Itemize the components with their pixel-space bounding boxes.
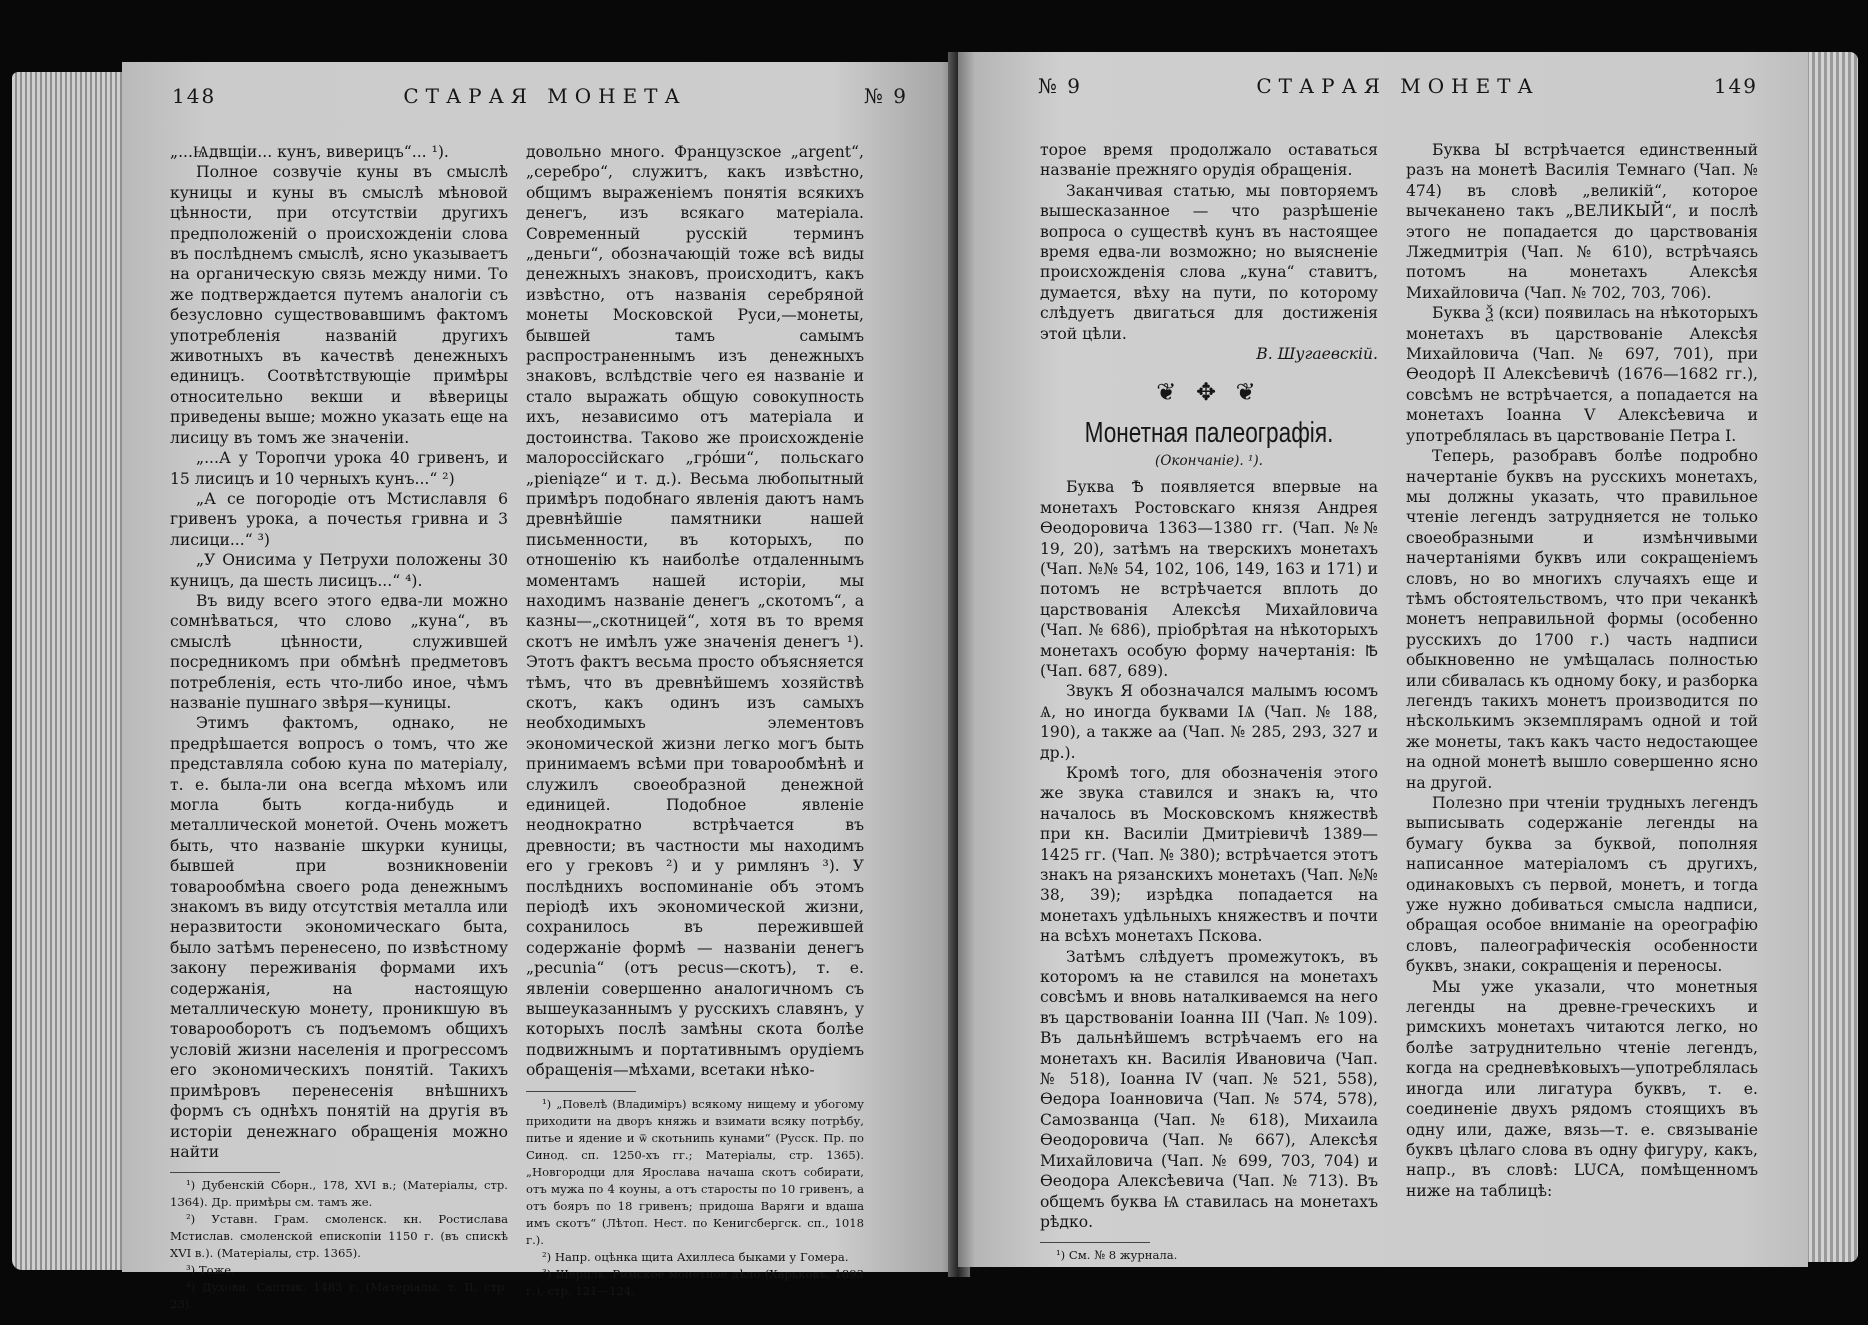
left-running-title: СТАРАЯ МОНЕТА xyxy=(403,84,687,108)
article-subtitle: (Окончаніе). ¹). xyxy=(1155,452,1263,469)
footnote: ³) Тоже. xyxy=(186,1263,235,1278)
paragraph: довольно много. Французское „argent“, „серебро“, служитъ, какъ извѣстно, общимъ выраженіемъ понятія всякихъ денегъ, изъ всякаго матеріала. Современный русскій терминъ „деньги“, обозначающій тоже всѣ виды денежныхъ знаковъ, происходитъ, какъ извѣстно, отъ названія серебряной монеты Московской Руси,—монеты, бывшей тамъ самымъ распространеннымъ изъ денежныхъ знаковъ, вслѣдствіе чего ея названіе и стало выражать общую совокупность ихъ, независимо отъ матеріала и достоинства. Таково же происхожденіе малороссійскаго „гро́ши“, польскаго „pieniąze“ и т. д.). Весьма любопытный примѣръ подобнаго явленія даютъ намъ древнѣйшіе памятники нашей письменности, въ которыхъ, по отношенію къ наиболѣе отдаленнымъ моментамъ нашей исторіи, мы находимъ названіе денегъ „скотомъ“, а казны—„скотницей“, хотя въ то время скотъ не имѣлъ уже значенія денегъ ¹). Этотъ фактъ весьма просто объясняется тѣмъ, что въ древнѣйшемъ хозяйствѣ скотъ, какъ одинъ изъ самыхъ необходимыхъ элементовъ экономической жизни легко могъ быть принимаемъ всѣми при товарообмѣнѣ и служилъ своеобразной денежной единицей. Подобное явленіе неоднократно встрѣчается въ древности; въ частности мы находимъ его у грековъ ²) и у римлянъ ³). У послѣднихъ воспоминаніе объ этомъ періодѣ ихъ экономической жизни, сохранилось въ пережившей содержаніе формѣ — названіи денегъ „pecunia“ (отъ pecus—скотъ), т. е. явленіи совершенно аналогичномъ съ вышеуказаннымъ у русскихъ славянъ, у которыхъ послѣ замѣны скота болѣе подвижнымъ и портативнымъ орудіемъ обращенія—мѣхами, всетаки нѣко- xyxy=(526,143,864,1080)
author-signature: В. Шугаевскій. xyxy=(1256,345,1378,364)
footnote-rule xyxy=(526,1091,636,1092)
paragraph: Звукъ Я обозначался малымъ юсомъ Ѧ, но иногда буквами ІѦ (Чап. № 188, 190), а также аа (Чап. № 285, 293, 327 и др.). xyxy=(1040,682,1378,762)
footnote: ³) Шерцль. Римское монетное дѣло (Харьковъ, 1893 г.), стр. 121—124. xyxy=(526,1266,864,1298)
paragraph: Кромѣ того, для обозначенія этого же звука ставился и знакъ ꙗ, что началось въ Московскомъ княжествѣ при кн. Василіи Дмитріевичѣ 1389—1425 гг. (Чап. № 380); встрѣчается этотъ знакъ на рязанскихъ монетахъ (Чап. №№ 38, 39); изрѣдка попадается на монетахъ удѣльныхъ княжествъ и почти на всѣхъ монетахъ Пскова. xyxy=(1040,763,1379,946)
paragraph: „А се погородіе отъ Мстиславля 6 гривенъ урока, а почестья гривна и 3 лисици...“ ³) xyxy=(170,489,508,549)
left-page xyxy=(122,62,958,1312)
right-running-title: СТАРАЯ МОНЕТА xyxy=(1256,74,1540,98)
paragraph: Теперь, разобравъ болѣе подробно начертаніе буквъ на русскихъ монетахъ, мы должны указать, что правильное чтеніе легендъ затрудняется не только своеобразными и измѣнчивыми начертаніями буквъ или сокращеніемъ словъ, но во многихъ случаяхъ еще и тѣмъ обстоятельствомъ, что при чеканкѣ монетъ неправильной формы (особенно русскихъ до 1700 г.) часть надписи обыкновенно не умѣщалась полностью или сбивалась къ одному боку, и разборка легендъ такихъ монетъ производится по нѣсколькимъ экземплярамъ одной и той же монеты, такъ какъ часто недостающее на одной монетѣ вышло совершенно ясно на другой. xyxy=(1406,447,1758,792)
article-title: Монетная палеографія. xyxy=(1084,416,1334,449)
ornament-icon: ❦ ✥ ❦ xyxy=(1156,378,1262,407)
footnote: ⁴) Духовн. Салтык. 1483 г. (Матеріалы, т. II, стр. 23). xyxy=(170,1280,508,1312)
left-footnotes-1 xyxy=(170,1177,508,1313)
right-issue-number: № 9 xyxy=(1038,74,1083,98)
right-column-1 xyxy=(1040,140,1378,1264)
footnote: ²) Уставн. Грам. смоленск. кн. Ростислава Мстислав. смоленской епископіи 1150 г. (въ спискѣ XVI в.). (Матеріалы, стр. 1365). xyxy=(170,1212,508,1261)
right-page-header xyxy=(1038,74,1758,110)
right-page-number: 149 xyxy=(1713,74,1758,98)
left-column-1 xyxy=(170,142,508,1313)
paragraph: Полезно при чтеніи трудныхъ легендъ выписывать содержаніе легенды на бумагу буква за буквой, пополняя написанное матеріаломъ съ другихъ, одинаковыхъ съ первой, монетъ, и тогда уже нужно добиваться смысла надписи, обращая особое вниманіе на ореографію словъ, палеографическія особенности буквъ, знаки, сокращенія и переносы. xyxy=(1406,794,1758,976)
footnote-rule xyxy=(170,1172,280,1173)
paragraph: Буква Ѯ (кси) появилась на нѣкоторыхъ монетахъ въ царствованіе Алексѣя Михайловича (Чап. № 697, 701), при Ѳеодорѣ II Алексѣевичѣ (1676—1682 гг.), совсѣмъ не встрѣчается, а попадается на монетахъ Іоанна V Алексѣевича и употреблялась въ царствованіе Петра I. xyxy=(1406,304,1758,445)
paragraph: Буква Ы встрѣчается единственный разъ на монетѣ Василія Темнаго (Чап. № 474) въ словѣ „великій“, которое вычеканено такъ „ВЕЛИКЫЙ“, и послѣ этого не попадается до царствованія Лжедмитрія (Чап. № 610), встрѣчаясь потомъ на монетахъ Алексѣя Михайловича (Чап. № 702, 703, 706). xyxy=(1406,141,1758,302)
paragraph: „...Ѩдвщіи... кунъ, виверицъ“... ¹). xyxy=(170,143,449,161)
left-page-header xyxy=(172,84,918,120)
left-issue-number: № 9 xyxy=(863,84,908,108)
paragraph: Затѣмъ слѣдуетъ промежутокъ, въ которомъ ꙗ не ставился на монетахъ совсѣмъ и вновь наталкиваемся на него въ царствованіи Іоанна III (Чап. № 109). Въ дальнѣйшемъ встрѣчаемъ его на монетахъ кн. Василія Ивановича (Чап. № 518), Іоанна IV (чап. № 521, 558), Ѳедора Іоанновича (Чап. № 574, 578), Самозванца (Чап. № 618), Михаила Ѳеодоровича (Чап. № 667), Алексѣя Михайловича (Чап. № 699, 703, 704) и Ѳеодора Алексѣевича (Чап. № 713). Въ общемъ буква Ѩ ставилась на монетахъ рѣдко. xyxy=(1040,947,1378,1231)
paragraph: Буква Ѣ появляется впервые на монетахъ Ростовскаго князя Андрея Ѳеодоровича 1363—1380 гг. (Чап. №№ 19, 20), затѣмъ на тверскихъ монетахъ (Чап. №№ 54, 102, 106, 149, 163 и 171) и потомъ не встрѣчается вплоть до царствованія Алексѣя Михайловича (Чап. № 686), пріобрѣтая на нѣкоторыхъ монетахъ особую форму начертанія: Ꙓ (Чап. 687, 689). xyxy=(1040,478,1378,680)
paragraph: Полное созвучіе куны въ смыслѣ куницы и куны въ смыслѣ мѣновой цѣнности, при отсутствіи другихъ предположеній о происхожденіи слова въ послѣднемъ смыслѣ, ясно указываетъ на органическую связь между ними. То же подтверждается путемъ аналогіи съ безусловно существовавшимъ фактомъ употребленія названій другихъ животныхъ въ качествѣ денежныхъ единицъ. Соотвѣтствующіе примѣры относительно векши и вѣверицы приведены выше; можно указать еще на лисицу въ томъ же значеніи. xyxy=(170,163,508,447)
page-stack-right xyxy=(1800,52,1858,1262)
paragraph: „У Онисима у Петрухи положены 30 куницъ, да шесть лисицъ...“ ⁴). xyxy=(170,551,508,590)
left-footnotes-2 xyxy=(526,1096,864,1300)
paragraph: „...А у Торопчи урока 40 гривенъ, и 15 лисицъ и 10 черныхъ кунъ...“ ²) xyxy=(170,449,508,488)
paragraph: Заканчивая статью, мы повторяемъ вышесказанное — что разрѣшеніе вопроса о существѣ кунъ въ настоящее время едва-ли возможно; но выясненіе происхожденія слова „куна“ ставитъ, думается, вѣху на пути, по которому слѣдуетъ двигаться для достиженія этой цѣли. xyxy=(1040,181,1378,343)
left-column-2 xyxy=(526,142,864,1300)
right-footnote xyxy=(1040,1247,1378,1264)
paragraph: Въ виду всего этого едва-ли можно сомнѣваться, что слово „куна“, въ смыслѣ цѣнности, служившей посредникомъ при обмѣнѣ предметовъ потребленія, есть что-либо иное, чѣмъ названіе пушнаго звѣря—куницы. xyxy=(170,591,508,712)
right-column-2 xyxy=(1406,140,1758,1201)
page-stack-left xyxy=(12,72,124,1270)
footnote: ¹) Дубенскій Сборн., 178, XVI в.; (Матеріалы, стр. 1364). Др. примѣры см. тамъ же. xyxy=(170,1178,508,1210)
footnote: ¹) „Повелѣ (Владиміръ) всякому нищему и убогому приходити на дворъ княжь и взимати всяку потрѣбу, питье и ядение и ѿ скотьнипь кунами“ (Русск. Пр. по Синод. сп. 1250-хъ гг.; Матеріалы, стр. 1365). „Новгородци для Ярослава начаша скотъ собирати, отъ мужа по 4 коуны, а отъ старосты по 10 гривенъ, а отъ бояръ по 18 гривенъ; придоша Варяги и вдаша имъ скотъ“ (Лѣтоп. Нест. по Кенигсбергск. сп., 1018 г.). xyxy=(526,1096,864,1247)
paragraph: Этимъ фактомъ, однако, не предрѣшается вопросъ о томъ, что же представляла собою куна по матеріалу, т. е. была-ли она всегда мѣхомъ или могла быть когда-нибудь и металлической монетой. Очень можетъ быть, что названіе шкурки куницы, бывшей при возникновеніи товарообмѣна своего рода денежнымъ знакомъ въ виду отсутствія металла или неразвитости экономическаго быта, было затѣмъ перенесено, по извѣстному закону переживанія формами ихъ содержанія, на настоящую металлическую монету, проникшую въ товарооборотъ съ подъемомъ общихъ условій жизни населенія и прогрессомъ его экономическихъ понятій. Такихъ примѣровъ перенесенія внѣшнихъ формъ съ однѣхъ понятій на другія въ исторіи денежнаго обращенія можно найти xyxy=(170,714,508,1161)
paragraph: Мы уже указали, что монетныя легенды на древне-греческихъ и римскихъ монетахъ читаются легко, но болѣе затруднительно чтеніе легендъ, когда на средневѣковыхъ—употреблялась иногда или лигатура буквъ, т. е. соединеніе двухъ рядомъ стоящихъ въ одну или, даже, вязь—т. е. связываніе буквъ цѣлаго слова въ одну фигуру, какъ, напр., въ словѣ: LUCA, помѣщенномъ ниже на таблицѣ: xyxy=(1406,977,1758,1200)
footnote-rule xyxy=(1040,1242,1150,1243)
right-page xyxy=(958,52,1808,1267)
left-page-number: 148 xyxy=(172,84,217,108)
paragraph: торое время продолжало оставаться названіе прежняго орудія обращенія. xyxy=(1040,141,1378,180)
footnote: ²) Напр. оцѣнка щита Ахиллеса быками у Гомера. xyxy=(542,1249,849,1264)
footnote: ¹) См. № 8 журнала. xyxy=(1056,1248,1178,1263)
